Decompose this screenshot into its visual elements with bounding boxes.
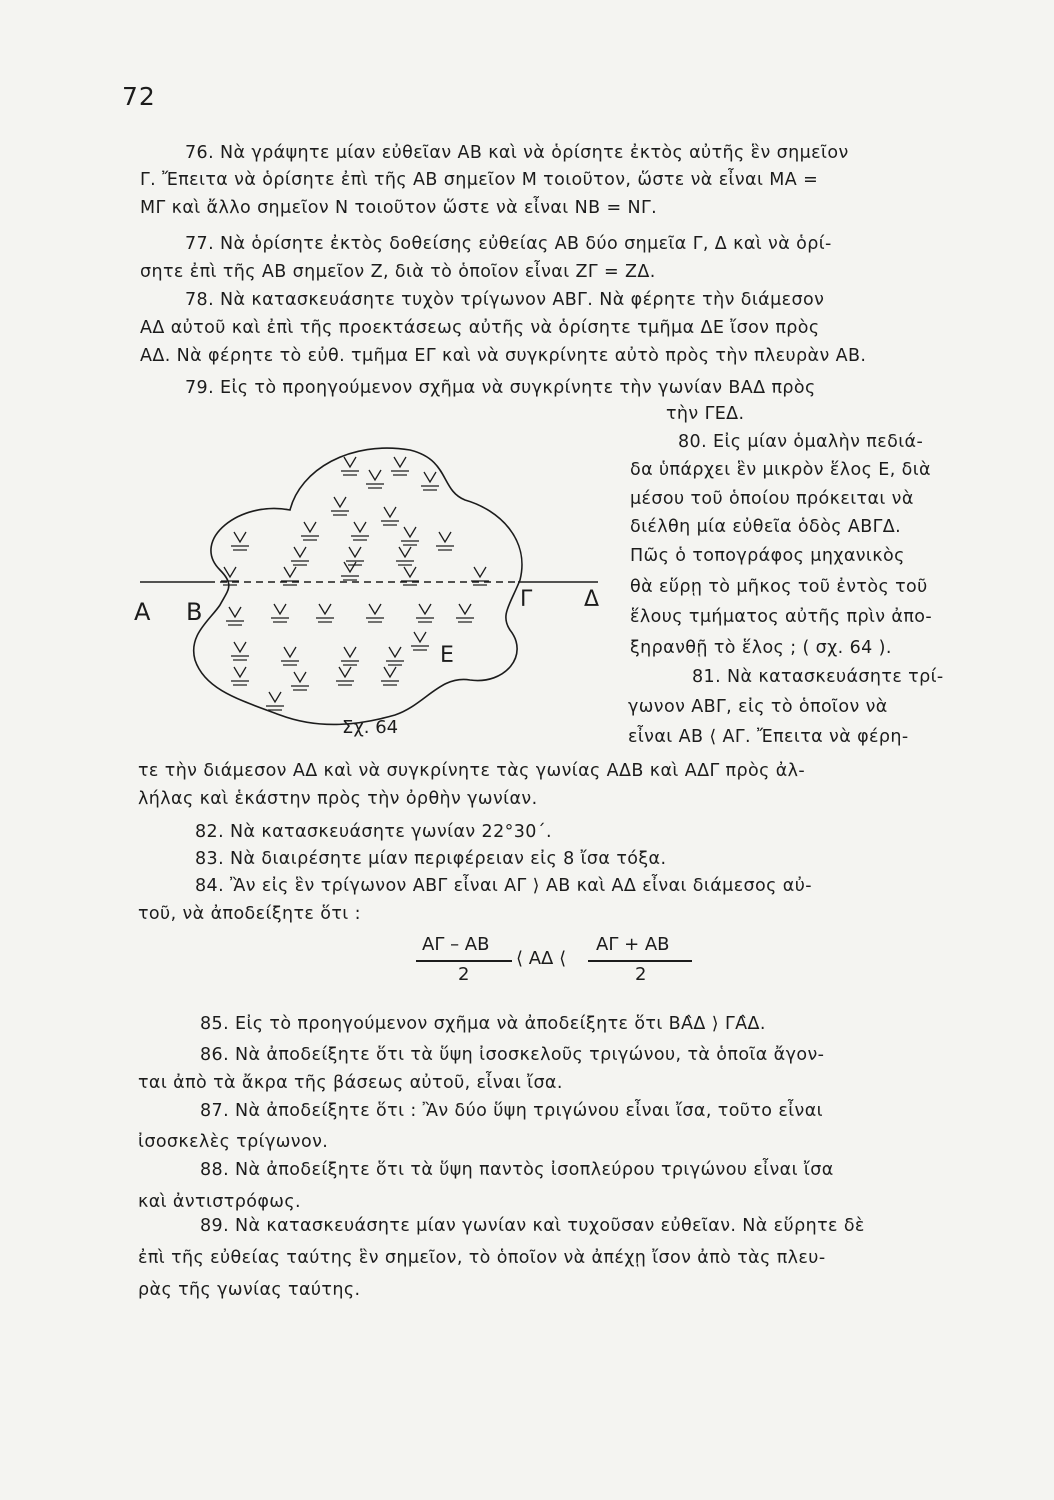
text-line: γωνον ΑΒΓ, εἰς τὸ ὁποῖον νὰ [628, 697, 888, 717]
text-line: 81. Νὰ κατασκευάσητε τρί- [692, 667, 944, 687]
formula-left-bar [416, 960, 512, 962]
text-line: θὰ εὕρῃ τὸ μῆκος τοῦ ἐντὸς τοῦ [630, 577, 928, 597]
marsh-tuft-icon [381, 667, 399, 685]
text-line: διέλθη μία εὐθεῖα ὁδὸς ΑΒΓΔ. [630, 517, 902, 537]
text-line: Γ. Ἔπειτα νὰ ὁρίσητε ἐπὶ τῆς ΑΒ σημεῖον Μ τοιοῦτον, ὥστε νὰ εἶναι ΜΑ = [140, 170, 819, 190]
marsh-outline [194, 448, 522, 724]
text-line: 88. Νὰ ἀποδείξητε ὅτι τὰ ὕψη παντὸς ἰσοπλεύρου τριγώνου εἶναι ἴσα [200, 1160, 834, 1180]
marsh-tuft-icon [366, 470, 384, 488]
formula-right-denominator: 2 [635, 964, 647, 985]
text-line: δα ὑπάρχει ἓν μικρὸν ἕλος Ε, διὰ [630, 460, 931, 480]
text-line: ἰσοσκελὲς τρίγωνον. [138, 1132, 329, 1152]
marsh-tuft-icon [346, 547, 364, 565]
label-G: Γ [520, 587, 533, 612]
marsh-tuft-icon [231, 642, 249, 660]
marsh-tuft-icon [331, 497, 349, 515]
text-line: 82. Νὰ κατασκευάσητε γωνίαν 22°30΄. [195, 822, 552, 842]
text-line: 86. Νὰ ἀποδείξητε ὅτι τὰ ὕψη ἰσοσκελοῦς τριγώνου, τὰ ὁποῖα ἄγον- [200, 1045, 825, 1065]
marsh-tuft-icon [341, 647, 359, 665]
marsh-tuft-icon [231, 532, 249, 550]
text-line: ἐπὶ τῆς εὐθείας ταύτης ἓν σημεῖον, τὸ ὁποῖον νὰ ἀπέχῃ ἴσον ἀπὸ τὰς πλευ- [138, 1248, 826, 1268]
text-line: μέσου τοῦ ὁποίου πρόκειται νὰ [630, 489, 914, 509]
text-line: Πῶς ὁ τοπογράφος μηχανικὸς [630, 546, 905, 566]
text-line: ται ἀπὸ τὰ ἄκρα τῆς βάσεως αὐτοῦ, εἶναι ἴσα. [138, 1073, 563, 1093]
marsh-tuft-icon [301, 522, 319, 540]
text-line: τε τὴν διάμεσον ΑΔ καὶ νὰ συγκρίνητε τὰς γωνίας ΑΔΒ καὶ ΑΔΓ πρὸς ἀλ- [138, 761, 806, 781]
inequality-formula [410, 930, 710, 990]
text-line: 85. Εἰς τὸ προηγούμενον σχῆμα νὰ ἀποδείξητε ὅτι ΒΑ̂Δ ⟩ ΓΑ̂Δ. [200, 1014, 766, 1034]
figure-64-marsh [110, 430, 630, 750]
text-line: 78. Νὰ κατασκευάσητε τυχὸν τρίγωνον ΑΒΓ. Νὰ φέρητε τὴν διάμεσον [185, 290, 825, 310]
formula-middle: ⟨ ΑΔ ⟨ [516, 948, 567, 969]
text-line: καὶ ἀντιστρόφως. [138, 1192, 301, 1212]
marsh-tuft-icon [226, 607, 244, 625]
text-line: 83. Νὰ διαιρέσητε μίαν περιφέρειαν εἰς 8 ἴσα τόξα. [195, 849, 667, 869]
marsh-tuft-icon [291, 547, 309, 565]
marsh-tuft-icon [386, 647, 404, 665]
label-A: Α [134, 598, 151, 626]
text-line: 77. Νὰ ὁρίσητε ἐκτὸς δοθείσης εὐθείας ΑΒ δύο σημεῖα Γ, Δ καὶ νὰ ὁρί- [185, 234, 832, 254]
marsh-tuft-icon [336, 667, 354, 685]
marsh-tuft-icon [416, 604, 434, 622]
label-B: Β [186, 598, 203, 626]
text-line: ρὰς τῆς γωνίας ταύτης. [138, 1280, 361, 1300]
text-line: ΜΓ καὶ ἄλλο σημεῖον Ν τοιοῦτον ὥστε νὰ εἶναι ΝΒ = ΝΓ. [140, 198, 658, 218]
marsh-tuft-icon [281, 647, 299, 665]
marsh-tuft-icon [341, 457, 359, 475]
text-line: τοῦ, νὰ ἀποδείξητε ὅτι : [138, 904, 361, 924]
text-line: 79. Εἰς τὸ προηγούμενον σχῆμα νὰ συγκρίνητε τὴν γωνίαν ΒΑΔ πρὸς [185, 378, 816, 398]
text-line: τὴν ΓΕΔ. [666, 404, 745, 424]
text-line: εἶναι ΑΒ ⟨ ΑΓ. Ἔπειτα νὰ φέρη- [628, 727, 909, 747]
text-line: ΑΔ. Νὰ φέρητε τὸ εὐθ. τμῆμα ΕΓ καὶ νὰ συγκρίνητε αὐτὸ πρὸς τὴν πλευρὰν ΑΒ. [140, 346, 867, 366]
marsh-tuft-icon [366, 604, 384, 622]
marsh-tuft-icon [266, 692, 284, 710]
text-line: σητε ἐπὶ τῆς ΑΒ σημεῖον Ζ, διὰ τὸ ὁποῖον εἶναι ΖΓ = ΖΔ. [140, 262, 656, 282]
marsh-tuft-icon [316, 604, 334, 622]
marsh-tuft-icon [411, 632, 429, 650]
marsh-tuft-icon [291, 672, 309, 690]
text-line: 76. Νὰ γράψητε μίαν εὐθεῖαν ΑΒ καὶ νὰ ὁρίσητε ἐκτὸς αὐτῆς ἓν σημεῖον [185, 143, 849, 163]
formula-right-bar [588, 960, 692, 962]
marsh-tuft-icon [391, 457, 409, 475]
marsh-tuft-icon [456, 604, 474, 622]
page-number: 72 [122, 82, 156, 111]
text-line: 84. Ἂν εἰς ἓν τρίγωνον ΑΒΓ εἶναι ΑΓ ⟩ ΑΒ καὶ ΑΔ εἶναι διάμεσος αὐ- [195, 876, 812, 896]
formula-right-numerator: ΑΓ + ΑΒ [596, 934, 670, 955]
marsh-tuft-icon [401, 527, 419, 545]
formula-left-numerator: ΑΓ – ΑΒ [422, 934, 490, 955]
figure-caption: Σχ. 64 [342, 717, 399, 738]
label-E: Ε [440, 643, 454, 668]
marsh-symbols [221, 457, 489, 710]
text-line: λήλας καὶ ἑκάστην πρὸς τὴν ὀρθὴν γωνίαν. [138, 789, 538, 809]
formula-left-denominator: 2 [458, 964, 470, 985]
text-line: ξηρανθῇ τὸ ἕλος ; ( σχ. 64 ). [630, 638, 892, 658]
text-line: 80. Εἰς μίαν ὁμαλὴν πεδιά- [678, 432, 924, 452]
marsh-tuft-icon [231, 667, 249, 685]
text-line: 87. Νὰ ἀποδείξητε ὅτι : Ἂν δύο ὕψη τριγώνου εἶναι ἴσα, τοῦτο εἶναι [200, 1101, 823, 1121]
text-line: ΑΔ αὐτοῦ καὶ ἐπὶ τῆς προεκτάσεως αὐτῆς νὰ ὁρίσητε τμῆμα ΔΕ ἴσον πρὸς [140, 318, 820, 338]
marsh-tuft-icon [351, 522, 369, 540]
marsh-tuft-icon [271, 604, 289, 622]
marsh-tuft-icon [436, 532, 454, 550]
text-line: ἕλους τμήματος αὐτῆς πρὶν ἀπο- [630, 607, 933, 627]
marsh-tuft-icon [396, 547, 414, 565]
marsh-tuft-icon [381, 507, 399, 525]
label-D: Δ [584, 587, 600, 612]
text-line: 89. Νὰ κατασκευάσητε μίαν γωνίαν καὶ τυχοῦσαν εὐθεῖαν. Νὰ εὕρητε δὲ [200, 1216, 865, 1236]
marsh-tuft-icon [421, 472, 439, 490]
